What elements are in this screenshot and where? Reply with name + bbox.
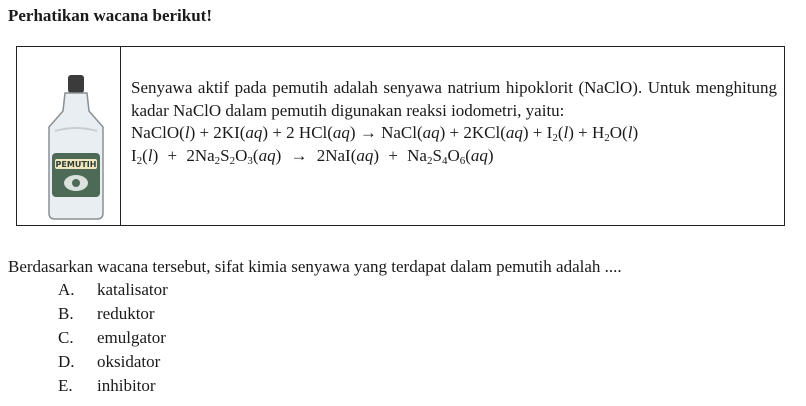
option-b[interactable] [58,302,168,326]
option-a[interactable] [58,278,168,302]
option-letter: B. [58,304,74,323]
option-text: emulgator [97,328,166,347]
equation-1: NaClO(l) + 2KI(aq) + 2 HCl(aq) → NaCl(aq) + $2KCl(aq) + I_2(l) + H_2O(l)$ [131,123,639,144]
bleach-bottle-image [41,71,111,221]
svg-text:PEMUTIH: PEMUTIH [55,160,97,169]
option-text: reduktor [97,304,155,323]
column-divider [120,47,121,225]
option-d[interactable] [58,350,168,374]
option-letter: E. [58,376,73,395]
question-text: Berdasarkan wacana tersebut, sifat kimia senyawa yang terdapat dalam pemutih adalah .... [8,257,622,276]
option-text: oksidator [97,352,161,371]
answer-options [58,278,168,398]
option-letter: D. [58,352,75,371]
page-heading: Perhatikan wacana berikut! [8,6,212,25]
option-c[interactable] [58,326,168,350]
passage-text [131,77,777,167]
option-letter: A. [58,280,75,299]
option-e[interactable] [58,374,168,398]
option-text: katalisator [97,280,168,299]
option-letter: C. [58,328,74,347]
equation-2: $I_2(l) + 2Na_2S_2O_3(aq) \to 2NaI(aq) + Na_2S_4O_6(aq)$ [131,145,494,167]
passage-intro: Senyawa aktif pada pemutih adalah senyawa natrium hipoklorit (NaClO). Untuk menghitung kadar NaClO dalam pemutih digunakan reaksi iodometri, yaitu: [131,78,777,120]
option-text: inhibitor [97,376,156,395]
passage-box [16,46,785,226]
